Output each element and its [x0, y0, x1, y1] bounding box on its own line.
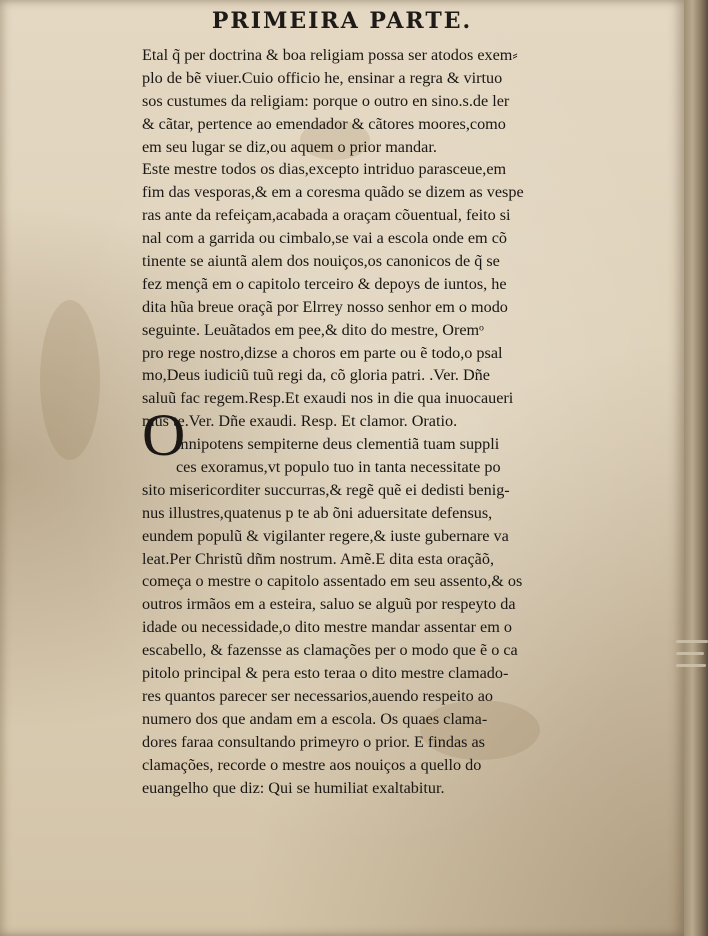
- text-line: pro rege nostro,dizse a choros em parte ou ẽ todo,o psal: [142, 343, 503, 362]
- text-line: outros irmãos em a esteira, saluo se alguũ por respeyto da: [142, 595, 516, 614]
- text-line: fim das vesporas,& em a coresma quãdo se dizem as vespe: [142, 183, 524, 202]
- text-line: sito misericorditer succurras,& regẽ quẽ ei dedisti benig-: [142, 480, 510, 499]
- drop-cap-initial: O: [142, 402, 186, 468]
- text-line: dita hũa breue oraçã por Elrrey nosso senhor em o modo: [142, 297, 508, 316]
- text-line: mus te.Ver. Dñe exaudi. Resp. Et clamor. Oratio.: [142, 412, 458, 431]
- text-line: eundem populũ & vigilanter regere,& iuste gubernare va: [142, 526, 509, 545]
- paper-stain: [40, 300, 100, 460]
- text-line: seguinte. Leuãtados em pee,& dito do mestre, Oremᵒ: [142, 320, 484, 339]
- running-header: PRIMEIRA PARTE.: [211, 8, 473, 34]
- text-line: pitolo principal & pera esto teraa o dito mestre clamado-: [142, 664, 509, 683]
- text-line: numero dos que andam em a escola. Os quaes clama-: [142, 709, 488, 728]
- text-line: mo,Deus iudiciũ tuũ regi da, cõ gloria patri. .Ver. Dñe: [142, 366, 490, 385]
- binding-thread: [676, 640, 708, 643]
- text-line: & cãtar, pertence ao emendador & cãtores moores,como: [142, 114, 506, 133]
- text-line: clamações, recorde o mestre aos nouiços a quello do: [142, 755, 482, 774]
- adjacent-page-edge: [684, 0, 708, 936]
- text-line: começa o mestre o capitolo assentado em seu assento,& os: [142, 572, 523, 591]
- text-line: mnipotens sempiterne deus clementiã tuam suppli: [176, 435, 500, 454]
- page-body-text: [142, 44, 606, 799]
- text-line: tinente se aiuntã alem dos nouiços,os canonicos de q̃ se: [142, 252, 500, 271]
- text-line: fez mençã em o capitolo terceiro & depoys de iuntos, he: [142, 274, 507, 293]
- text-line: leat.Per Christũ dñm nostrum. Amẽ.E dita esta oraçãõ,: [142, 549, 494, 568]
- text-line: ces exoramus,vt populo tuo in tanta necessitate po: [176, 458, 501, 477]
- text-line: Este mestre todos os dias,excepto intriduo parasceue,em: [142, 160, 507, 179]
- binding-thread: [676, 664, 706, 667]
- text-line: nus illustres,quatenus p te ab õni aduersitate defensus,: [142, 503, 493, 522]
- text-line: saluũ fac regem.Resp.Et exaudi nos in die qua inuocaueri: [142, 389, 514, 408]
- text-line: res quantos parecer ser necessarios,auendo respeito ao: [142, 686, 494, 705]
- text-line: sos custumes da religiam: porque o outro en sino.s.de ler: [142, 91, 510, 110]
- text-line: plo de bẽ viuer.Cuio officio he, ensinar a regra & virtuo: [142, 68, 503, 87]
- text-line: dores faraa consultando primeyro o prior. E findas as: [142, 732, 485, 751]
- text-line: escabello, & fazensse as clamações per o modo que ẽ o ca: [142, 641, 518, 660]
- text-line: ras ante da refeiçam,acabada a oraçam cõuentual, feito si: [142, 206, 511, 225]
- text-line: em seu lugar se diz,ou aquem o prior mandar.: [142, 137, 437, 156]
- text-line: Etal q̃ per doctrina & boa religiam possa ser atodos exem⸗: [142, 46, 518, 64]
- text-line: nal com a garrida ou cimbalo,se vai a escola onde em cõ: [142, 229, 507, 248]
- text-line: euangelho que diz: Qui se humiliat exaltabitur.: [142, 778, 445, 797]
- binding-thread: [676, 652, 704, 655]
- text-line: idade ou necessidade,o dito mestre mandar assentar em o: [142, 618, 512, 637]
